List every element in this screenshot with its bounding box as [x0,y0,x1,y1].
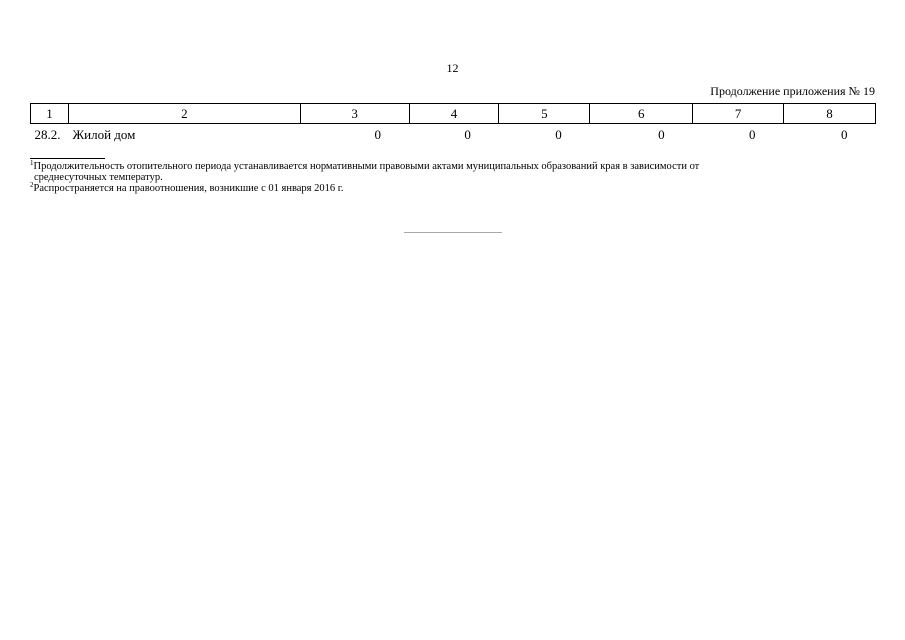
column-header-5: 5 [499,104,590,124]
row-value-3: 0 [374,127,381,142]
footnotes [30,161,875,194]
footnote-2 [30,183,875,194]
row-name: Жилой дом [72,127,136,142]
table-row [31,124,876,147]
row-value-6: 0 [658,127,665,142]
footnote-text-continued: среднесуточных температур. [34,172,163,183]
row-value-7: 0 [749,127,756,142]
footnote-separator [30,158,105,159]
footnote-marker: 1 [30,159,34,167]
column-header-8: 8 [784,104,876,124]
footnote-text: Продолжительность отопительного периода устанавливается нормативными правовыми актами муниципальных образований края в зависимости от [33,161,700,172]
footnote-marker: 2 [30,181,34,189]
appendix-continuation-label: Продолжение приложения № 19 [710,84,875,98]
column-header-2: 2 [68,104,300,124]
footnote-1 [30,161,875,183]
table-header-row [31,104,876,124]
column-header-6: 6 [590,104,693,124]
row-number: 28.2. [34,127,61,142]
data-table [30,103,876,146]
column-header-7: 7 [693,104,784,124]
column-header-3: 3 [300,104,409,124]
end-separator [404,232,502,233]
footnote-text: Распространяется на правоотношения, возникшие с 01 января 2016 г. [33,183,344,194]
page-number: 12 [446,61,459,75]
row-value-5: 0 [555,127,562,142]
row-value-4: 0 [464,127,471,142]
column-header-4: 4 [409,104,499,124]
row-value-8: 0 [841,127,848,142]
column-header-1: 1 [31,104,69,124]
